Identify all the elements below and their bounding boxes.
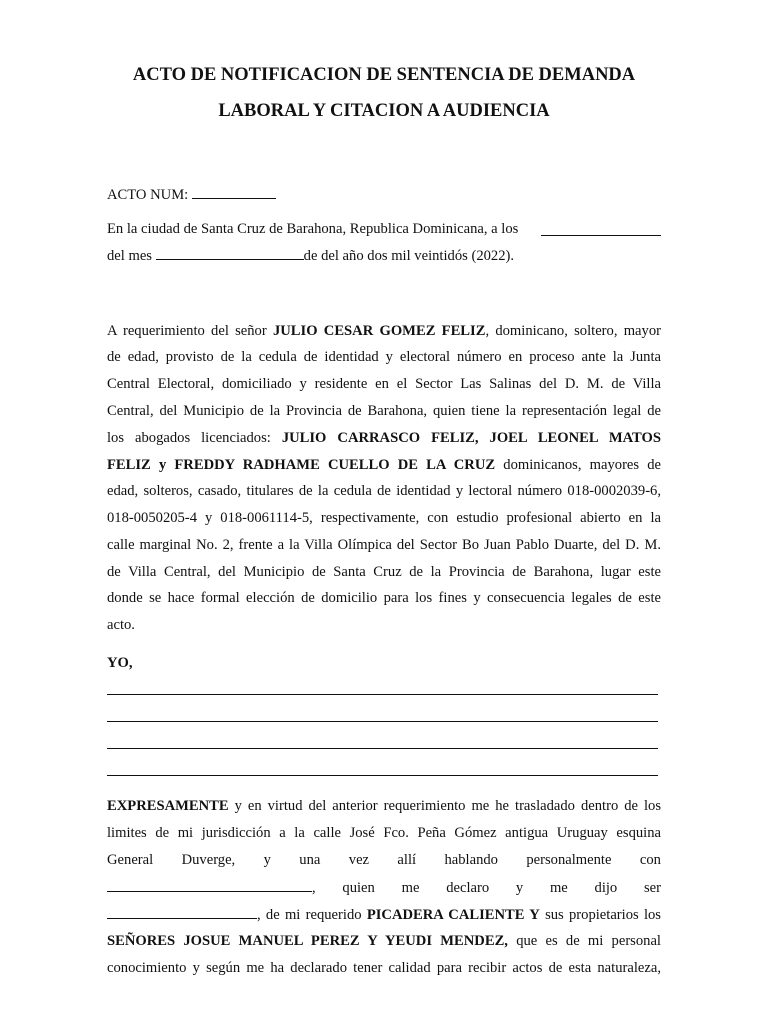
- req-line-11: donde se hace formal elección de domicilio para los fines y consecuencia legales de este: [107, 590, 661, 606]
- exp-text: y en virtud del anterior requerimiento me he trasladado dentro de los: [228, 798, 661, 814]
- req-text: A requerimiento del señor: [107, 323, 273, 339]
- exp-line-4: [107, 877, 661, 898]
- req-line-2: de edad, provisto de la cedula de identidad y electoral número en proceso ante la Junta: [107, 349, 661, 365]
- req-text: dominicanos, mayores de: [495, 457, 662, 473]
- expresamente-label: EXPRESAMENTE: [107, 798, 229, 814]
- word: me: [549, 880, 568, 896]
- req-line-9: calle marginal No. 2, frente a la Villa Olímpica del Sector Bo Juan Pablo Duarte, del D. M.: [107, 537, 661, 553]
- acto-num-line: [107, 184, 661, 205]
- business-name: PICADERA CALIENTE Y: [366, 907, 540, 923]
- lawyers-names: FELIZ y FREDDY RADHAME CUELLO DE LA CRUZ: [107, 457, 496, 473]
- req-line-4: Central, del Municipio de la Provincia de Barahona, quien tiene la representación legal de: [107, 403, 661, 419]
- word: y: [515, 880, 524, 896]
- req-line-6: [107, 455, 661, 475]
- exp-text: sus propietarios los: [539, 907, 661, 923]
- req-line-3: Central Electoral, domiciliado y residente en el Sector Las Salinas del D. M. de Villa: [107, 376, 661, 392]
- word: allí: [397, 852, 417, 868]
- blank-line-3: [107, 748, 658, 749]
- owners-names: SEÑORES JOSUE MANUEL PEREZ Y YEUDI MENDEZ,: [107, 933, 508, 949]
- req-line-8: 018-0050205-4 y 018-0061114-5, respectivamente, con estudio profesional abierto en la: [107, 510, 661, 526]
- req-text: los abogados licenciados:: [107, 430, 282, 446]
- intro-year-text: de del año dos mil veintidós (2022).: [303, 248, 515, 264]
- intro-line-1: [107, 219, 661, 239]
- intro-month-label: del mes: [107, 248, 152, 264]
- requester-name: JULIO CESAR GOMEZ FELIZ: [272, 323, 486, 339]
- word: dijo: [594, 880, 618, 896]
- word: quien: [342, 880, 375, 896]
- word: con: [639, 852, 661, 868]
- relation-blank: [107, 904, 257, 919]
- word: declaro: [446, 880, 490, 896]
- document-title-line-1: ACTO DE NOTIFICACION DE SENTENCIA DE DEMANDA: [132, 65, 636, 85]
- person-blank: [107, 877, 312, 892]
- req-line-5: [107, 428, 661, 448]
- acto-num-blank: [192, 184, 276, 199]
- req-text: , dominicano, soltero, mayor: [485, 323, 661, 339]
- exp-line-3: [107, 850, 661, 870]
- yo-label: YO,: [107, 655, 133, 671]
- exp-line-7: conocimiento y según me ha declarado tener calidad para recibir actos de esta naturaleza,: [107, 960, 661, 976]
- exp-text: que es de mi personal: [507, 933, 661, 949]
- acto-num-label: ACTO NUM:: [107, 187, 189, 203]
- word: General: [107, 852, 154, 868]
- day-blank: [541, 221, 661, 236]
- req-line-7: edad, solteros, casado, titulares de la cedula de identidad y lectoral número 018-0002039-6,: [107, 483, 661, 499]
- intro-line-2: [107, 245, 661, 266]
- req-line-1: [107, 321, 661, 341]
- word: me: [401, 880, 420, 896]
- word: y: [263, 852, 271, 868]
- exp-line-5: [107, 904, 661, 925]
- word: vez: [348, 852, 370, 868]
- word: una: [299, 852, 321, 868]
- req-line-12: acto.: [107, 617, 135, 633]
- exp-line-2: limites de mi jurisdicción a la calle José Fco. Peña Gómez antigua Uruguay esquina: [107, 825, 661, 841]
- exp-text: , de mi requerido: [257, 907, 367, 923]
- req-line-10: de Villa Central, del Municipio de Santa Cruz de la Provincia de Barahona, lugar este: [107, 564, 661, 580]
- exp-line-6: [107, 931, 661, 951]
- blank-line-2: [107, 721, 658, 722]
- lawyers-names: JULIO CARRASCO FELIZ, JOEL LEONEL MATOS: [281, 430, 661, 446]
- intro-text: En la ciudad de Santa Cruz de Barahona, Republica Dominicana, a los: [107, 221, 519, 237]
- exp-line-1: [107, 796, 661, 816]
- word: Duverge,: [181, 852, 236, 868]
- month-blank: [156, 245, 304, 260]
- word: hablando: [444, 852, 498, 868]
- document-title-line-2: LABORAL Y CITACION A AUDIENCIA: [218, 101, 550, 121]
- blank-line-4: [107, 775, 658, 776]
- blank-line-1: [107, 694, 658, 695]
- word: personalmente: [526, 852, 612, 868]
- word: ser: [643, 880, 662, 896]
- comma: ,: [312, 880, 316, 896]
